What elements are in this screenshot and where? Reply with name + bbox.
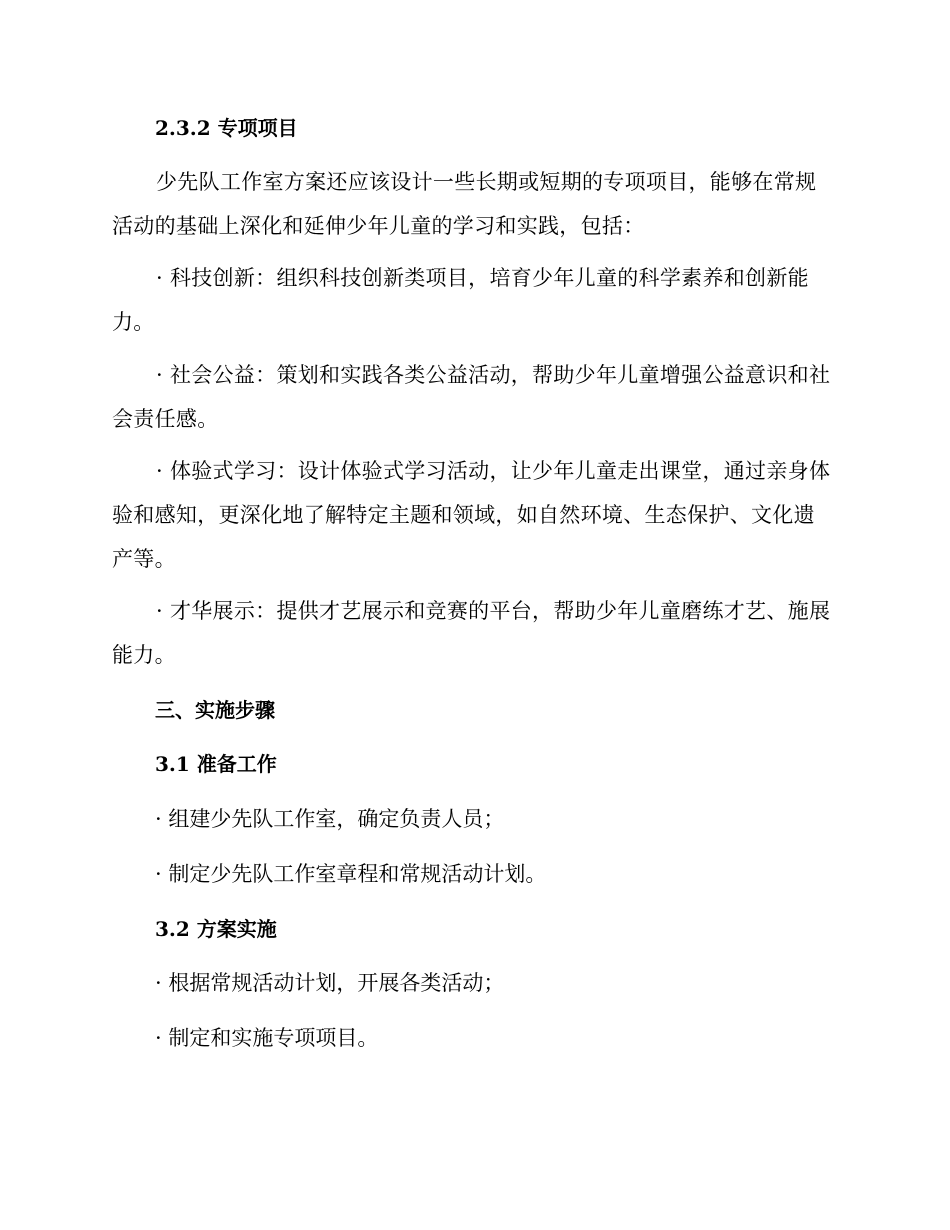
- bullet-experiential-learning: · 体验式学习：设计体验式学习活动，让少年儿童走出课堂，通过亲身体验和感知，更深化地了解特定主题和领域，如自然环境、生态保护、文化遗产等。: [112, 459, 831, 571]
- heading-3-implementation: 三、实施步骤: [155, 698, 275, 722]
- bullet-3-1-second: · 制定少先队工作室章程和常规活动计划。: [155, 862, 547, 886]
- bullet-3-1-first: · 组建少先队工作室，确定负责人员；: [155, 807, 505, 831]
- bullet-3-2-second: · 制定和实施专项项目。: [155, 1026, 379, 1050]
- heading-3-1: 3.1 准备工作: [155, 752, 277, 776]
- heading-2-3-2: 2.3.2 专项项目: [155, 116, 298, 140]
- bullet-tech-innovation: · 科技创新：组织科技创新类项目，培育少年儿童的科学素养和创新能力。: [112, 266, 809, 334]
- bullet-3-2-first: · 根据常规活动计划，开展各类活动；: [155, 971, 505, 995]
- heading-3-2: 3.2 方案实施: [155, 917, 277, 941]
- intro-paragraph: 少先队工作室方案还应该设计一些长期或短期的专项项目，能够在常规活动的基础上深化和延伸少年儿童的学习和实践，包括：: [112, 170, 817, 238]
- bullet-public-welfare: · 社会公益：策划和实践各类公益活动，帮助少年儿童增强公益意识和社会责任感。: [112, 363, 831, 431]
- bullet-talent-showcase: · 才华展示：提供才艺展示和竞赛的平台，帮助少年儿童磨练才艺、施展能力。: [112, 599, 831, 667]
